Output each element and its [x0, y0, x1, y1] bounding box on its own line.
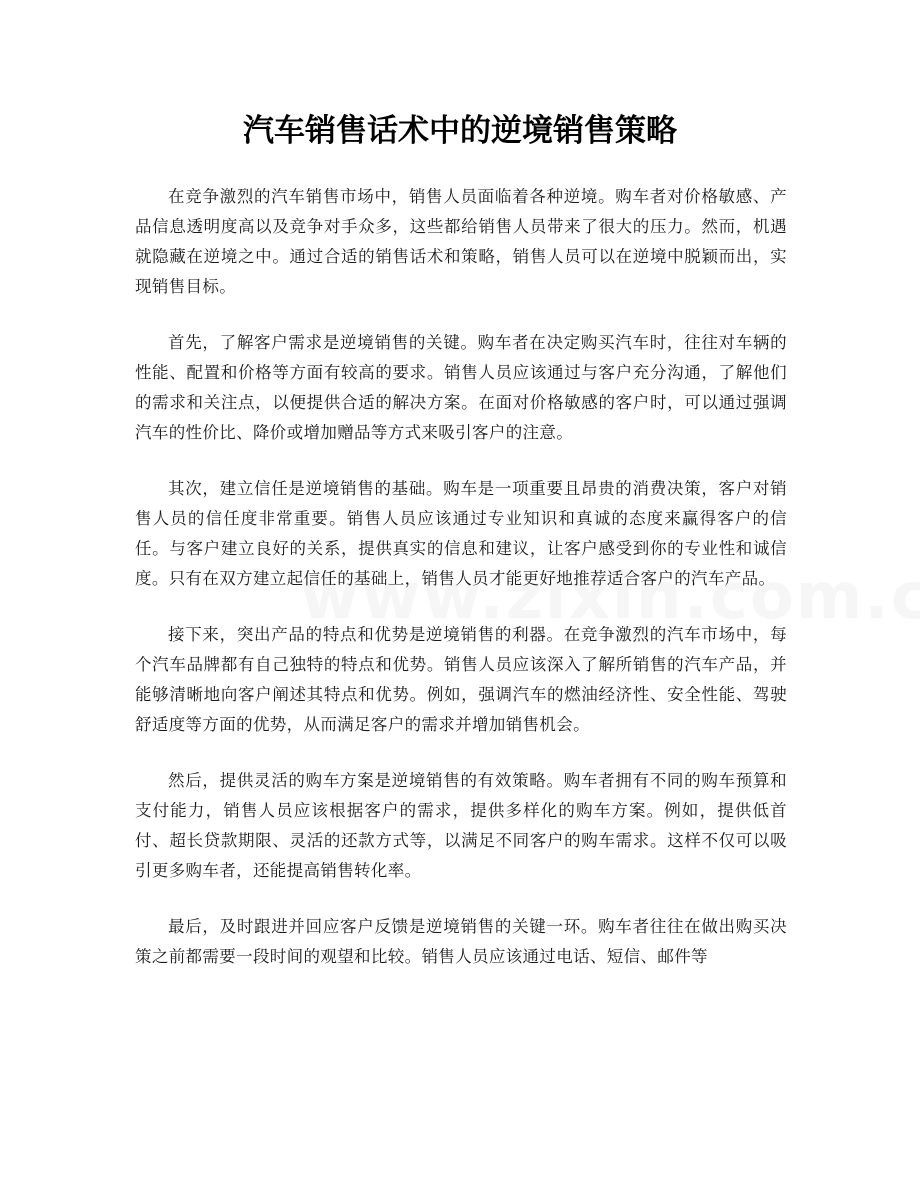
paragraph-follow-up: 最后，及时跟进并回应客户反馈是逆境销售的关键一环。购车者往往在做出购买决策之前都需要一段时间的观望和比较。销售人员应该通过电话、短信、邮件等 [135, 917, 787, 966]
document-title: 汽车销售话术中的逆境销售策略 [243, 113, 677, 149]
paragraph-intro: 在竞争激烈的汽车销售市场中，销售人员面临着各种逆境。购车者对价格敏感、产品信息透明度高以及竞争对手众多，这些都给销售人员带来了很大的压力。然而，机遇就隐藏在逆境之中。通过合适的销售话术和策略，销售人员可以在逆境中脱颖而出，实现销售目标。 [135, 187, 787, 296]
paragraph-understand-needs: 首先，了解客户需求是逆境销售的关键。购车者在决定购买汽车时，往往对车辆的性能、配置和价格等方面有较高的要求。销售人员应该通过与客户充分沟通，了解他们的需求和关注点，以便提供合适的解决方案。在面对价格敏感的客户时，可以通过强调汽车的性价比、降价或增加赠品等方式来吸引客户的注意。 [135, 333, 787, 442]
paragraph-product-features: 接下来，突出产品的特点和优势是逆境销售的利器。在竞争激烈的汽车市场中，每个汽车品牌都有自己独特的特点和优势。销售人员应该深入了解所销售的汽车产品，并能够清晰地向客户阐述其特点和优势。例如，强调汽车的燃油经济性、安全性能、驾驶舒适度等方面的优势，从而满足客户的需求并增加销售机会。 [135, 625, 787, 734]
paragraph-flexible-plans: 然后，提供灵活的购车方案是逆境销售的有效策略。购车者拥有不同的购车预算和支付能力，销售人员应该根据客户的需求，提供多样化的购车方案。例如，提供低首付、超长贷款期限、灵活的还款方式等，以满足不同客户的购车需求。这样不仅可以吸引更多购车者，还能提高销售转化率。 [135, 771, 787, 880]
document-body [135, 182, 787, 998]
paragraph-build-trust: 其次，建立信任是逆境销售的基础。购车是一项重要且昂贵的消费决策，客户对销售人员的信任度非常重要。销售人员应该通过专业知识和真诚的态度来赢得客户的信任。与客户建立良好的关系，提供真实的信息和建议，让客户感受到你的专业性和诚信度。只有在双方建立起信任的基础上，销售人员才能更好地推荐适合客户的汽车产品。 [135, 479, 787, 588]
